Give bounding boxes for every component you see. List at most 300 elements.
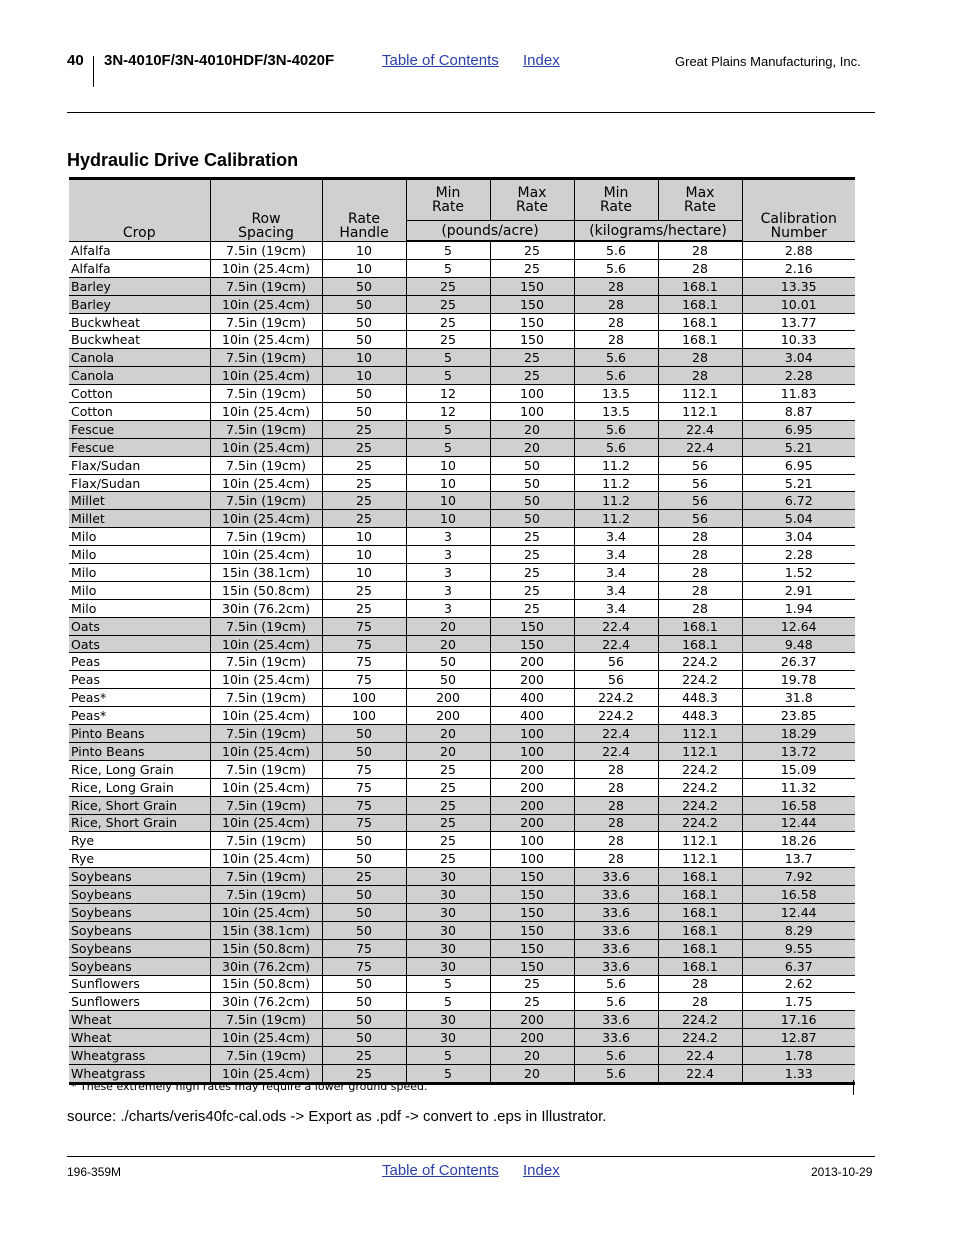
cell-rate-handle: 75 (322, 796, 406, 814)
cell-min-rate-lb: 3 (406, 581, 490, 599)
cell-calibration-number: 2.91 (742, 581, 855, 599)
cell-max-rate-lb: 20 (490, 438, 574, 456)
cell-min-rate-lb: 25 (406, 850, 490, 868)
cell-rate-handle: 75 (322, 760, 406, 778)
cell-min-rate-lb: 3 (406, 599, 490, 617)
cell-max-rate-kg: 28 (658, 259, 742, 277)
cell-crop: Barley (69, 295, 210, 313)
cell-min-rate-lb: 30 (406, 939, 490, 957)
cell-max-rate-kg: 28 (658, 528, 742, 546)
cell-rate-handle: 75 (322, 617, 406, 635)
cell-crop: Peas* (69, 689, 210, 707)
cell-max-rate-lb: 25 (490, 599, 574, 617)
table-row (69, 277, 855, 295)
cell-row-spacing: 10in (25.4cm) (210, 510, 322, 528)
cell-min-rate-kg: 11.2 (574, 474, 658, 492)
header-crop: Crop (69, 179, 210, 242)
cell-max-rate-lb: 100 (490, 403, 574, 421)
table-row (69, 939, 855, 957)
cell-calibration-number: 12.44 (742, 903, 855, 921)
cell-calibration-number: 2.62 (742, 975, 855, 993)
cell-min-rate-kg: 224.2 (574, 689, 658, 707)
cell-max-rate-lb: 25 (490, 975, 574, 993)
cell-row-spacing: 7.5in (19cm) (210, 1011, 322, 1029)
cell-min-rate-kg: 33.6 (574, 1011, 658, 1029)
cell-max-rate-lb: 20 (490, 1064, 574, 1083)
cell-max-rate-kg: 28 (658, 564, 742, 582)
cell-calibration-number: 8.29 (742, 921, 855, 939)
cell-calibration-number: 11.32 (742, 778, 855, 796)
cell-max-rate-lb: 150 (490, 939, 574, 957)
cell-crop: Pinto Beans (69, 742, 210, 760)
cell-crop: Milo (69, 581, 210, 599)
header-min-rate-imperial: Min Rate (406, 179, 490, 221)
cell-max-rate-kg: 168.1 (658, 331, 742, 349)
table-row (69, 510, 855, 528)
table-row (69, 689, 855, 707)
cell-crop: Buckwheat (69, 331, 210, 349)
cell-max-rate-kg: 112.1 (658, 725, 742, 743)
cell-row-spacing: 10in (25.4cm) (210, 331, 322, 349)
cell-max-rate-kg: 168.1 (658, 939, 742, 957)
table-row (69, 993, 855, 1011)
header-toc-link[interactable]: Table of Contents (382, 52, 499, 69)
table-row (69, 742, 855, 760)
table-row (69, 403, 855, 421)
cell-max-rate-kg: 22.4 (658, 1047, 742, 1065)
cell-calibration-number: 15.09 (742, 760, 855, 778)
cell-calibration-number: 1.94 (742, 599, 855, 617)
cell-max-rate-kg: 112.1 (658, 832, 742, 850)
table-row (69, 903, 855, 921)
cell-max-rate-kg: 112.1 (658, 850, 742, 868)
cell-rate-handle: 25 (322, 510, 406, 528)
cell-calibration-number: 19.78 (742, 671, 855, 689)
cell-min-rate-lb: 5 (406, 993, 490, 1011)
cell-rate-handle: 25 (322, 420, 406, 438)
cell-calibration-number: 6.37 (742, 957, 855, 975)
cell-calibration-number: 10.01 (742, 295, 855, 313)
cell-crop: Wheatgrass (69, 1047, 210, 1065)
cell-max-rate-lb: 100 (490, 742, 574, 760)
header-index-link[interactable]: Index (523, 52, 560, 69)
cell-max-rate-kg: 28 (658, 581, 742, 599)
cell-calibration-number: 3.04 (742, 349, 855, 367)
cell-rate-handle: 50 (322, 331, 406, 349)
cell-calibration-number: 2.28 (742, 367, 855, 385)
cell-row-spacing: 10in (25.4cm) (210, 742, 322, 760)
footer-index-link[interactable]: Index (523, 1162, 560, 1179)
cell-rate-handle: 10 (322, 546, 406, 564)
cell-row-spacing: 7.5in (19cm) (210, 528, 322, 546)
cell-rate-handle: 50 (322, 903, 406, 921)
table-row (69, 814, 855, 832)
cell-row-spacing: 7.5in (19cm) (210, 241, 322, 259)
table-row (69, 546, 855, 564)
cell-min-rate-lb: 30 (406, 886, 490, 904)
cell-row-spacing: 10in (25.4cm) (210, 438, 322, 456)
cell-min-rate-lb: 25 (406, 796, 490, 814)
cell-rate-handle: 25 (322, 581, 406, 599)
cell-rate-handle: 25 (322, 474, 406, 492)
cell-max-rate-lb: 20 (490, 1047, 574, 1065)
cell-rate-handle: 50 (322, 403, 406, 421)
cell-rate-handle: 10 (322, 528, 406, 546)
cell-min-rate-kg: 11.2 (574, 456, 658, 474)
cell-max-rate-kg: 168.1 (658, 903, 742, 921)
cell-max-rate-lb: 200 (490, 796, 574, 814)
cell-rate-handle: 75 (322, 939, 406, 957)
table-row (69, 671, 855, 689)
cell-max-rate-kg: 224.2 (658, 1029, 742, 1047)
cell-min-rate-lb: 30 (406, 1011, 490, 1029)
cell-min-rate-kg: 3.4 (574, 546, 658, 564)
cell-min-rate-kg: 28 (574, 796, 658, 814)
cell-calibration-number: 1.52 (742, 564, 855, 582)
cell-row-spacing: 7.5in (19cm) (210, 617, 322, 635)
cell-min-rate-lb: 25 (406, 295, 490, 313)
cell-rate-handle: 50 (322, 850, 406, 868)
cell-row-spacing: 7.5in (19cm) (210, 725, 322, 743)
cell-row-spacing: 7.5in (19cm) (210, 277, 322, 295)
cell-min-rate-lb: 25 (406, 778, 490, 796)
cell-min-rate-kg: 28 (574, 277, 658, 295)
table-row (69, 581, 855, 599)
cell-min-rate-kg: 33.6 (574, 1029, 658, 1047)
cell-min-rate-kg: 22.4 (574, 617, 658, 635)
cell-rate-handle: 50 (322, 975, 406, 993)
header-metric-unit: (kilograms/hectare) (574, 221, 742, 242)
cell-max-rate-lb: 50 (490, 492, 574, 510)
cell-calibration-number: 2.28 (742, 546, 855, 564)
header-max-rate-imperial: Max Rate (490, 179, 574, 221)
cell-max-rate-lb: 150 (490, 313, 574, 331)
cell-max-rate-kg: 168.1 (658, 313, 742, 331)
cell-rate-handle: 50 (322, 921, 406, 939)
cell-min-rate-kg: 56 (574, 671, 658, 689)
cell-calibration-number: 9.48 (742, 635, 855, 653)
cell-min-rate-lb: 30 (406, 868, 490, 886)
table-row (69, 349, 855, 367)
table-row (69, 707, 855, 725)
cell-calibration-number: 31.8 (742, 689, 855, 707)
cell-rate-handle: 25 (322, 868, 406, 886)
cell-min-rate-kg: 5.6 (574, 367, 658, 385)
cell-crop: Buckwheat (69, 313, 210, 331)
cell-min-rate-lb: 12 (406, 385, 490, 403)
cell-crop: Soybeans (69, 939, 210, 957)
cell-min-rate-lb: 5 (406, 241, 490, 259)
cell-max-rate-lb: 100 (490, 850, 574, 868)
cell-crop: Rye (69, 832, 210, 850)
cell-max-rate-kg: 224.2 (658, 671, 742, 689)
cell-row-spacing: 7.5in (19cm) (210, 653, 322, 671)
cell-min-rate-lb: 5 (406, 367, 490, 385)
cell-min-rate-lb: 50 (406, 671, 490, 689)
table-row (69, 1047, 855, 1065)
cell-calibration-number: 7.92 (742, 868, 855, 886)
cell-rate-handle: 75 (322, 635, 406, 653)
cell-min-rate-kg: 3.4 (574, 564, 658, 582)
cell-max-rate-lb: 200 (490, 1029, 574, 1047)
section-title: Hydraulic Drive Calibration (67, 150, 299, 170)
cell-max-rate-lb: 50 (490, 474, 574, 492)
cell-row-spacing: 7.5in (19cm) (210, 886, 322, 904)
cell-min-rate-lb: 3 (406, 528, 490, 546)
cell-crop: Canola (69, 367, 210, 385)
table-row (69, 564, 855, 582)
cell-max-rate-lb: 150 (490, 868, 574, 886)
header-divider (93, 56, 94, 87)
cell-crop: Soybeans (69, 868, 210, 886)
cell-min-rate-lb: 30 (406, 1029, 490, 1047)
cell-max-rate-kg: 168.1 (658, 295, 742, 313)
table-row (69, 725, 855, 743)
table-row (69, 760, 855, 778)
cell-crop: Cotton (69, 403, 210, 421)
cell-calibration-number: 13.72 (742, 742, 855, 760)
cell-row-spacing: 10in (25.4cm) (210, 546, 322, 564)
cell-min-rate-lb: 200 (406, 707, 490, 725)
table-row (69, 832, 855, 850)
cell-max-rate-kg: 28 (658, 349, 742, 367)
cell-calibration-number: 1.75 (742, 993, 855, 1011)
cell-crop: Peas (69, 653, 210, 671)
cell-calibration-number: 16.58 (742, 796, 855, 814)
cell-max-rate-kg: 112.1 (658, 385, 742, 403)
cell-row-spacing: 7.5in (19cm) (210, 349, 322, 367)
cell-rate-handle: 25 (322, 456, 406, 474)
cell-crop: Flax/Sudan (69, 456, 210, 474)
cell-max-rate-lb: 150 (490, 635, 574, 653)
cell-row-spacing: 7.5in (19cm) (210, 492, 322, 510)
cell-rate-handle: 50 (322, 385, 406, 403)
cell-rate-handle: 50 (322, 1011, 406, 1029)
table-row (69, 474, 855, 492)
cell-min-rate-lb: 10 (406, 510, 490, 528)
cell-min-rate-kg: 13.5 (574, 385, 658, 403)
cell-crop: Millet (69, 510, 210, 528)
cell-rate-handle: 25 (322, 492, 406, 510)
table-row (69, 975, 855, 993)
table-row (69, 313, 855, 331)
calibration-table (69, 177, 855, 1085)
cell-max-rate-lb: 25 (490, 349, 574, 367)
cell-calibration-number: 13.7 (742, 850, 855, 868)
cell-rate-handle: 50 (322, 295, 406, 313)
cell-min-rate-lb: 5 (406, 420, 490, 438)
cell-row-spacing: 10in (25.4cm) (210, 635, 322, 653)
footer-toc-link[interactable]: Table of Contents (382, 1162, 499, 1179)
table-row (69, 599, 855, 617)
cell-crop: Peas (69, 671, 210, 689)
cell-crop: Rice, Short Grain (69, 796, 210, 814)
cell-row-spacing: 15in (38.1cm) (210, 564, 322, 582)
cell-min-rate-kg: 33.6 (574, 886, 658, 904)
cell-min-rate-kg: 22.4 (574, 725, 658, 743)
cell-rate-handle: 50 (322, 832, 406, 850)
cell-min-rate-kg: 22.4 (574, 635, 658, 653)
cell-min-rate-lb: 50 (406, 653, 490, 671)
cell-min-rate-kg: 28 (574, 850, 658, 868)
cell-rate-handle: 75 (322, 778, 406, 796)
cell-max-rate-kg: 224.2 (658, 653, 742, 671)
cell-calibration-number: 2.88 (742, 241, 855, 259)
table-row (69, 778, 855, 796)
cell-calibration-number: 1.78 (742, 1047, 855, 1065)
header-min-rate-metric: Min Rate (574, 179, 658, 221)
cell-max-rate-kg: 28 (658, 993, 742, 1011)
cell-rate-handle: 50 (322, 277, 406, 295)
cell-max-rate-lb: 200 (490, 671, 574, 689)
cell-max-rate-lb: 25 (490, 564, 574, 582)
cell-min-rate-kg: 28 (574, 295, 658, 313)
cell-row-spacing: 30in (76.2cm) (210, 993, 322, 1011)
cell-min-rate-kg: 33.6 (574, 921, 658, 939)
cell-crop: Milo (69, 599, 210, 617)
cell-rate-handle: 75 (322, 957, 406, 975)
cell-max-rate-lb: 20 (490, 420, 574, 438)
cell-calibration-number: 11.83 (742, 385, 855, 403)
cell-row-spacing: 7.5in (19cm) (210, 1047, 322, 1065)
cell-min-rate-lb: 20 (406, 635, 490, 653)
cell-max-rate-lb: 400 (490, 707, 574, 725)
table-row (69, 957, 855, 975)
cell-min-rate-kg: 28 (574, 760, 658, 778)
cell-crop: Flax/Sudan (69, 474, 210, 492)
source-note: source: ./charts/veris40fc-cal.ods -> Export as .pdf -> convert to .eps in Illustrator. (67, 1108, 607, 1125)
cell-min-rate-kg: 5.6 (574, 438, 658, 456)
cell-max-rate-lb: 100 (490, 725, 574, 743)
cell-min-rate-kg: 33.6 (574, 868, 658, 886)
cell-crop: Canola (69, 349, 210, 367)
cell-crop: Milo (69, 564, 210, 582)
cell-max-rate-lb: 400 (490, 689, 574, 707)
cell-min-rate-kg: 5.6 (574, 241, 658, 259)
cell-min-rate-lb: 5 (406, 1064, 490, 1083)
cell-crop: Fescue (69, 420, 210, 438)
cell-rate-handle: 50 (322, 886, 406, 904)
cell-rate-handle: 50 (322, 725, 406, 743)
cell-min-rate-lb: 25 (406, 832, 490, 850)
cell-crop: Wheat (69, 1029, 210, 1047)
cell-calibration-number: 12.64 (742, 617, 855, 635)
cell-max-rate-kg: 168.1 (658, 886, 742, 904)
cell-rate-handle: 10 (322, 259, 406, 277)
cell-rate-handle: 10 (322, 564, 406, 582)
cell-max-rate-lb: 25 (490, 367, 574, 385)
cell-min-rate-kg: 3.4 (574, 581, 658, 599)
cell-max-rate-lb: 200 (490, 778, 574, 796)
doc-number: 196-359M (67, 1165, 122, 1179)
cell-min-rate-kg: 5.6 (574, 259, 658, 277)
cell-rate-handle: 25 (322, 438, 406, 456)
cell-calibration-number: 13.77 (742, 313, 855, 331)
cell-crop: Rye (69, 850, 210, 868)
cell-crop: Cotton (69, 385, 210, 403)
cell-min-rate-kg: 3.4 (574, 528, 658, 546)
cell-rate-handle: 75 (322, 671, 406, 689)
cell-crop: Sunflowers (69, 993, 210, 1011)
cell-min-rate-lb: 5 (406, 438, 490, 456)
cell-row-spacing: 10in (25.4cm) (210, 1029, 322, 1047)
cell-row-spacing: 10in (25.4cm) (210, 474, 322, 492)
cell-max-rate-kg: 168.1 (658, 957, 742, 975)
cell-calibration-number: 16.58 (742, 886, 855, 904)
cell-row-spacing: 7.5in (19cm) (210, 420, 322, 438)
cell-min-rate-kg: 3.4 (574, 599, 658, 617)
cell-crop: Alfalfa (69, 259, 210, 277)
cell-max-rate-kg: 28 (658, 599, 742, 617)
cell-max-rate-lb: 25 (490, 528, 574, 546)
cell-min-rate-lb: 25 (406, 313, 490, 331)
cell-max-rate-lb: 25 (490, 993, 574, 1011)
cell-min-rate-kg: 33.6 (574, 939, 658, 957)
cell-min-rate-lb: 30 (406, 903, 490, 921)
cell-max-rate-lb: 200 (490, 760, 574, 778)
cell-min-rate-lb: 5 (406, 349, 490, 367)
cell-crop: Oats (69, 635, 210, 653)
cell-row-spacing: 7.5in (19cm) (210, 385, 322, 403)
cell-min-rate-kg: 11.2 (574, 510, 658, 528)
page-header (0, 0, 954, 120)
cell-max-rate-kg: 22.4 (658, 420, 742, 438)
cell-row-spacing: 7.5in (19cm) (210, 760, 322, 778)
table-row (69, 295, 855, 313)
cell-max-rate-kg: 448.3 (658, 707, 742, 725)
table-row (69, 921, 855, 939)
cell-min-rate-kg: 5.6 (574, 349, 658, 367)
table-row (69, 438, 855, 456)
table-header (69, 179, 855, 242)
cell-min-rate-kg: 33.6 (574, 957, 658, 975)
cell-max-rate-lb: 150 (490, 617, 574, 635)
cell-min-rate-lb: 20 (406, 617, 490, 635)
cell-calibration-number: 3.04 (742, 528, 855, 546)
cell-row-spacing: 10in (25.4cm) (210, 903, 322, 921)
cell-calibration-number: 9.55 (742, 939, 855, 957)
cell-max-rate-kg: 112.1 (658, 742, 742, 760)
cell-rate-handle: 75 (322, 814, 406, 832)
cell-crop: Milo (69, 546, 210, 564)
cell-min-rate-kg: 5.6 (574, 420, 658, 438)
cell-min-rate-lb: 10 (406, 474, 490, 492)
cell-max-rate-lb: 150 (490, 921, 574, 939)
cell-crop: Rice, Short Grain (69, 814, 210, 832)
cell-max-rate-kg: 224.2 (658, 796, 742, 814)
table-row (69, 492, 855, 510)
cell-calibration-number: 10.33 (742, 331, 855, 349)
doc-date: 2013-10-29 (811, 1165, 873, 1179)
table-row (69, 796, 855, 814)
cell-max-rate-lb: 150 (490, 295, 574, 313)
table-row (69, 868, 855, 886)
cell-min-rate-kg: 22.4 (574, 742, 658, 760)
cell-crop: Wheat (69, 1011, 210, 1029)
cell-min-rate-lb: 25 (406, 331, 490, 349)
cell-max-rate-kg: 224.2 (658, 1011, 742, 1029)
cell-max-rate-lb: 150 (490, 277, 574, 295)
cell-row-spacing: 7.5in (19cm) (210, 832, 322, 850)
cell-crop: Peas* (69, 707, 210, 725)
cell-row-spacing: 10in (25.4cm) (210, 814, 322, 832)
cell-row-spacing: 15in (50.8cm) (210, 939, 322, 957)
cell-max-rate-kg: 112.1 (658, 403, 742, 421)
cell-crop: Fescue (69, 438, 210, 456)
cell-min-rate-kg: 28 (574, 778, 658, 796)
cell-min-rate-kg: 28 (574, 814, 658, 832)
company-name: Great Plains Manufacturing, Inc. (675, 54, 861, 69)
